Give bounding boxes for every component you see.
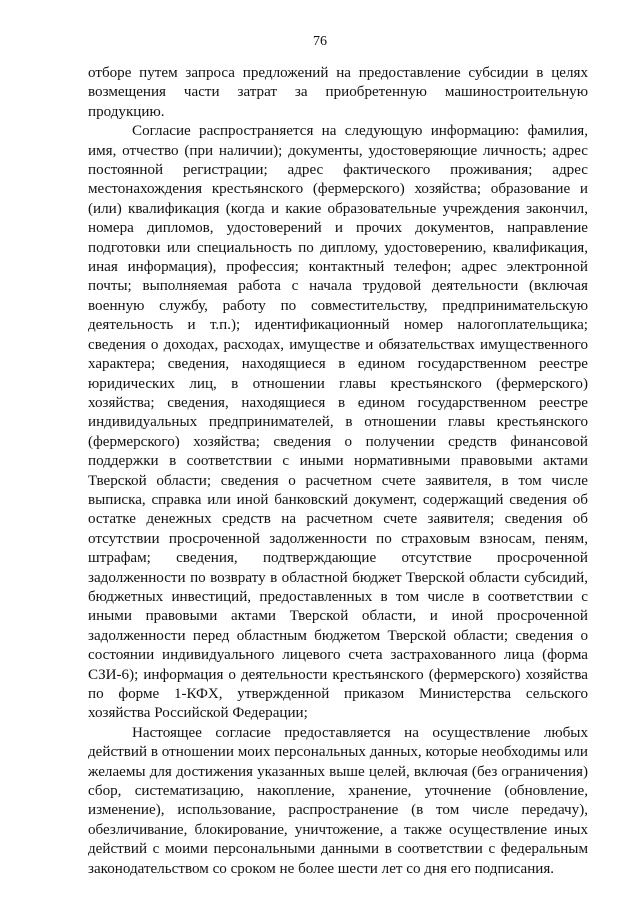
document-body	[88, 64, 588, 879]
page-number: 76	[313, 34, 327, 49]
paragraph-continuation: отборе путем запроса предложений на предоставление субсидии в целях возмещения части затрат за приобретенную машиностроительную продукцию.	[88, 65, 588, 120]
paragraph-consent-scope: Согласие распространяется на следующую информацию: фамилия, имя, отчество (при наличии); документы, удостоверяющие личность; адрес постоянной регистрации; адрес фактического проживания; адрес местонахождения крестьянского (фермерского) хозяйства; образование и (или) квалификация (когда и какие образовательные учреждения закончил, номера дипломов, удостоверений и прочих документов, направление подготовки или специальность по диплому, удостоверению, квалификация, иная информация), профессия; контактный телефон; адрес электронной почты; выполняемая работа с начала трудовой деятельности (включая военную службу, работу по совместительству, предпринимательскую деятельность и т.п.); идентификационный номер налогоплательщика; сведения о доходах, расходах, имуществе и обязательствах имущественного характера; сведения, находящиеся в едином государственном реестре юридических лиц, в отношении главы крестьянского (фермерского) хозяйства; сведения, находящиеся в едином государственном реестре индивидуальных предпринимателей, в отношении главы крестьянского (фермерского) хозяйства; сведения о получении средств финансовой поддержки в соответствии с иными нормативными правовыми актами Тверской области; сведения о расчетном счете заявителя, в том числе выписка, справка или иной банковский документ, содержащий сведения об остатке денежных средств на расчетном счете заявителя; сведения об отсутствии просроченной задолженности по страховым взносам, пеням, штрафам; сведения, подтверждающие отсутствие просроченной задолженности по возврату в областной бюджет Тверской области субсидий, бюджетных инвестиций, предоставленных в том числе в соответствии с иными правовыми актами Тверской области, и иной просроченной задолженности перед областным бюджетом Тверской области; сведения о состоянии индивидуального лицевого счета застрахованного лица (форма СЗИ-6); информация о деятельности крестьянского (фермерского) хозяйства по форме 1-КФХ, утвержденной приказом Министерства сельского хозяйства Российской Федерации;	[88, 123, 588, 722]
paragraph-consent-actions: Настоящее согласие предоставляется на осуществление любых действий в отношении моих персональных данных, которые необходимы или желаемы для достижения указанных выше целей, включая (без ограничения) сбор, систематизацию, накопление, хранение, уточнение (обновление, изменение), использование, распространение (в том числе передачу), обезличивание, блокирование, уничтожение, а также осуществление иных действий с моими персональными данными в соответствии с федеральным законодательством со сроком не более шести лет со дня его подписания.	[88, 724, 588, 877]
